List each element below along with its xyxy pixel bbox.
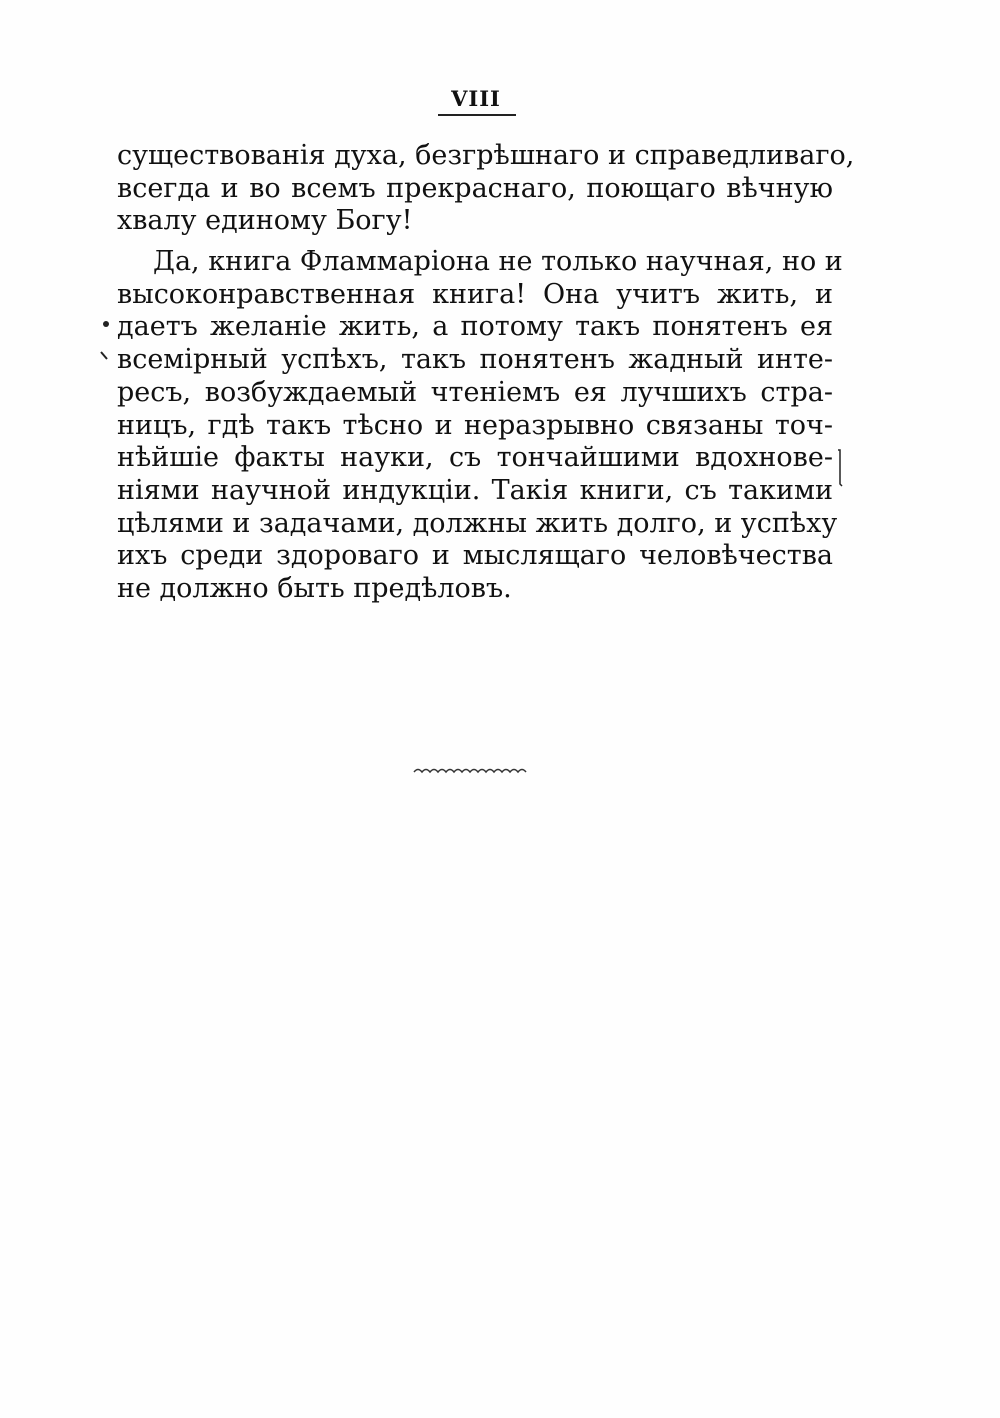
text-line: ресъ, возбуждаемый чтеніемъ ея лучшихъ стра- [117,376,833,408]
text-line: высоконравственная книга! Она учитъ жить, и [117,278,833,310]
page-number-rule [438,114,516,116]
text-line: ницъ, гдѣ такъ тѣсно и неразрывно связаны точ- [117,409,833,441]
margin-dot-mark [100,316,114,330]
margin-tick-mark [98,347,114,365]
wavy-ornament-icon [410,758,530,782]
text-line: Да, книга Фламмаріона не только научная, но и [153,246,843,278]
text-line: всегда и во всемъ прекраснаго, поющаго вѣчную [117,172,833,204]
text-line: хвалу единому Богу! [117,205,413,237]
text-line: всемірный успѣхъ, такъ понятенъ жадный инте- [117,344,833,376]
margin-bracket-mark [836,448,844,488]
text-line: даетъ желаніе жить, а потому такъ понятенъ ея [117,311,833,343]
body-text [117,140,855,606]
paragraph-gap [117,238,833,246]
text-line: не должно быть предѣловъ. [117,572,512,604]
text-line: ніями научной индукціи. Такія книги, съ такими [117,474,833,506]
text-line: цѣлями и задачами, должны жить долго, и успѣху [117,507,838,539]
text-line: существованія духа, безгрѣшнаго и справедливаго, [117,140,855,171]
text-line: ихъ среди здороваго и мыслящаго человѣчества [117,540,833,572]
text-line: нѣйшіе факты науки, съ тончайшими вдохнове- [117,442,833,474]
page-number: VIII [451,86,501,111]
